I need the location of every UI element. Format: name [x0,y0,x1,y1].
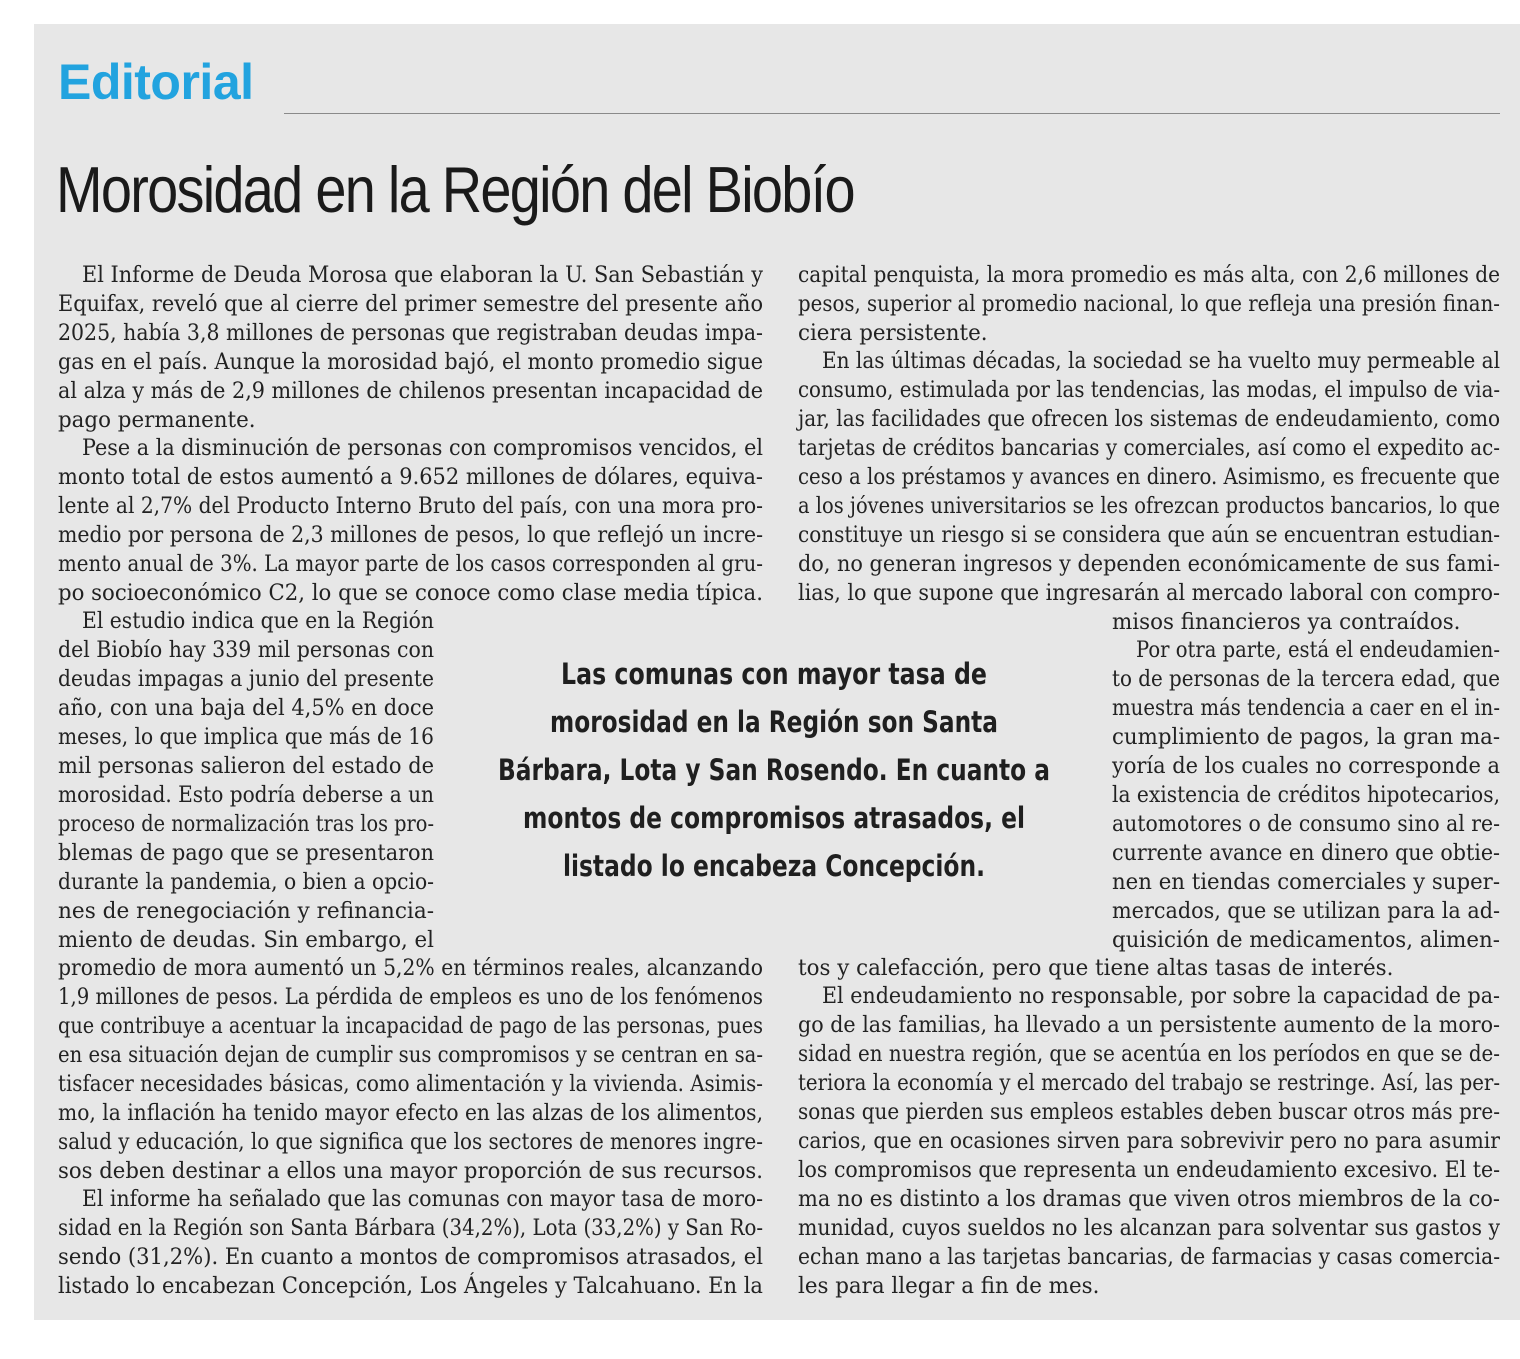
body-line: quisición de medicamentos, alimen- [1112,927,1500,953]
body-line: tos y calefacción, pero que tiene altas tasas de interés. [798,955,1394,981]
body-line: deudas impagas a junio del presente [58,666,435,692]
body-line: morosidad. Esto podría deberse a un [58,782,434,808]
body-line: listado lo encabezan Concepción, Los Ángeles y Talcahuano. En la [58,1273,763,1299]
pull-quote-line: Las comunas con mayor tasa de [561,657,987,691]
body-line: yoría de los cuales no corresponde a [1112,753,1501,779]
body-line: pago permanente. [58,407,256,433]
body-line: go de las familias, ha llevado a un persistente aumento de la moro- [798,1012,1501,1038]
body-line: consumo, estimulada por las tendencias, las modas, el impulso de via- [798,377,1501,403]
body-line: sos deben destinar a ellos una mayor proporción de sus recursos. [58,1158,764,1184]
body-line: sidad en la Región son Santa Bárbara (34,2%), Lota (33,2%) y San Ro- [58,1215,764,1241]
pull-quote-line: listado lo encabeza Concepción. [563,849,985,883]
body-line: cumplimiento de pagos, la gran ma- [1112,724,1501,750]
body-line: sendo (31,2%). En cuanto a montos de compromisos atrasados, el [58,1244,763,1270]
body-line: sidad en nuestra región, que se acentúa en los períodos en que se de- [798,1041,1500,1067]
body-line: al alza y más de 2,9 millones de chilenos presentan incapacidad de [58,378,764,404]
section-label: Editorial [58,54,254,110]
body-line: mil personas salieron del estado de [58,753,435,779]
body-line: 1,9 millones de pesos. La pérdida de empleos es uno de los fenómenos [58,984,763,1010]
body-line: nes de renegociación y refinancia- [58,898,435,924]
body-line: a los jóvenes universitarios se les ofrezcan productos bancarios, lo que [798,493,1501,519]
body-line: lias, lo que supone que ingresarán al mercado laboral con compro- [798,580,1500,606]
body-line: durante la pandemia, o bien a opcio- [58,869,435,895]
body-line: 2025, había 3,8 millones de personas que registraban deudas impa- [58,320,763,346]
body-line: muestra más tendencia a caer en el in- [1112,695,1501,721]
body-line: munidad, cuyos sueldos no les alcanzan para solventar sus gastos y [798,1215,1501,1241]
pull-quote-line: morosidad en la Región son Santa [550,705,998,739]
body-line: pesos, superior al promedio nacional, lo que refleja una presión finan- [798,291,1500,317]
body-line: los compromisos que representa un endeudamiento excesivo. El te- [798,1157,1501,1183]
body-line: ma no es distinto a los dramas que viven otros miembros de la co- [798,1186,1500,1212]
body-line: que contribuye a acentuar la incapacidad de pago de las personas, pues [58,1013,764,1039]
body-line: po socioeconómico C2, lo que se conoce como clase media típica. [58,580,763,606]
body-line: gas en el país. Aunque la morosidad bajó, el monto promedio sigue [58,349,763,375]
body-line: promedio de mora aumentó un 5,2% en términos reales, alcanzando [58,955,764,981]
body-line: tisfacer necesidades básicas, como alimentación y la vivienda. Asimis- [58,1071,763,1097]
body-line: to de personas de la tercera edad, que [1112,666,1501,692]
body-line: capital penquista, la mora promedio es más alta, con 2,6 millones de [798,262,1501,288]
body-line: do, no generan ingresos y dependen económicamente de sus fami- [798,551,1501,577]
body-line: misos financieros ya contraídos. [1112,609,1461,635]
body-line: carios, que en ocasiones sirven para sobrevivir pero no para asumir [798,1128,1501,1154]
pull-quote-line: montos de compromisos atrasados, el [523,801,1025,835]
body-line: proceso de normalización tras los pro- [58,811,434,837]
body-line: les para llegar a fin de mes. [798,1273,1100,1299]
body-line: monto total de estos aumentó a 9.652 millones de dólares, equiva- [58,464,764,490]
body-line: ciera persistente. [798,320,988,346]
body-line: El informe ha señalado que las comunas con mayor tasa de moro- [82,1186,764,1212]
body-line: del Biobío hay 339 mil personas con [58,637,435,663]
body-line: constituye un riesgo si se considera que aún se encuentran estudian- [798,522,1501,548]
body-line: echan mano a las tarjetas bancarias, de farmacias y casas comercia- [798,1244,1501,1270]
body-line: currente avance en dinero que obtie- [1112,840,1501,866]
body-line: Equifax, reveló que al cierre del primer semestre del presente año [58,291,764,317]
body-line: automotores o de consumo sino al re- [1112,811,1500,837]
body-line: mo, la inflación ha tenido mayor efecto en las alzas de los alimentos, [58,1100,764,1126]
body-line: meses, lo que implica que más de 16 [58,724,434,750]
editorial-panel [34,24,1520,1320]
body-line: la existencia de créditos hipotecarios, [1112,782,1500,808]
pull-quote-line: Bárbara, Lota y San Rosendo. En cuanto a [498,753,1051,787]
body-line: Por otra parte, está el endeudamien- [1136,637,1501,663]
headline: Morosidad en la Región del Biobío [56,153,854,226]
body-line: blemas de pago que se presentaron [58,840,434,866]
body-line: jar, las facilidades que ofrecen los sistemas de endeudamiento, como [798,406,1501,432]
body-line: El estudio indica que en la Región [82,608,435,634]
body-line: ceso a los préstamos y avances en dinero. Asimismo, es frecuente que [798,464,1500,490]
body-line: lente al 2,7% del Producto Interno Bruto del país, con una mora pro- [58,493,763,519]
body-line: El endeudamiento no responsable, por sobre la capacidad de pa- [822,983,1500,1009]
body-line: sonas que pierden sus empleos estables deben buscar otros más pre- [798,1099,1500,1125]
body-line: en esa situación dejan de cumplir sus compromisos y se centran en sa- [58,1042,763,1068]
body-line: El Informe de Deuda Morosa que elaboran la U. San Sebastián y [82,262,763,288]
body-line: teriora la economía y el mercado del trabajo se restringe. Así, las per- [798,1070,1501,1096]
body-line: Pese a la disminución de personas con compromisos vencidos, el [82,435,763,461]
section-rule [284,113,1500,114]
body-line: tarjetas de créditos bancarias y comerciales, así como el expedito ac- [798,435,1500,461]
body-line: mercados, que se utilizan para la ad- [1112,898,1500,924]
body-line: salud y educación, lo que significa que los sectores de menores ingre- [58,1129,764,1155]
body-line: medio por persona de 2,3 millones de pesos, lo que reflejó un incre- [58,522,764,548]
body-line: nen en tiendas comerciales y super- [1112,869,1500,895]
body-line: año, con una baja del 4,5% en doce [58,695,434,721]
body-line: miento de deudas. Sin embargo, el [58,927,434,953]
body-line: En las últimas décadas, la sociedad se ha vuelto muy permeable al [822,348,1500,374]
body-line: mento anual de 3%. La mayor parte de los casos corresponden al gru- [58,551,764,577]
